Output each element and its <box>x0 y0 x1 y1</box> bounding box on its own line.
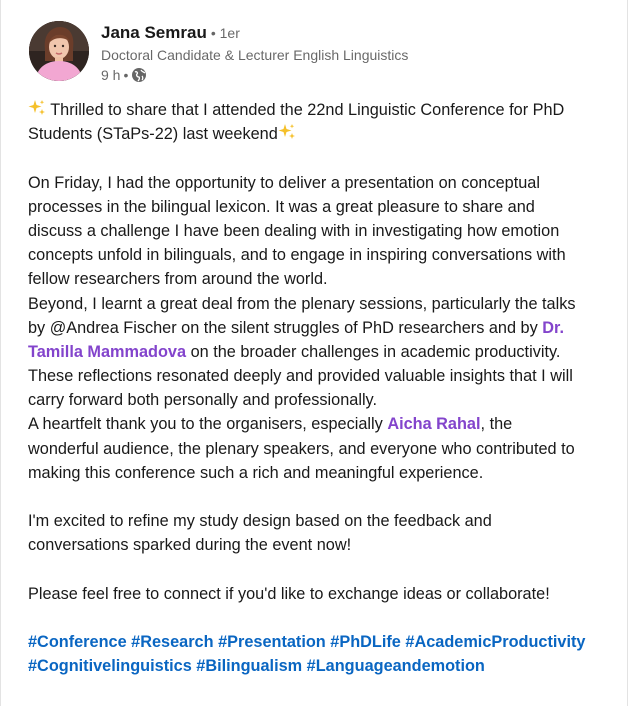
hashtag-bilingualism[interactable]: #Bilingualism <box>196 657 303 676</box>
body-line: concepts unfold in bilinguals, and to engage in inspiring conversations with <box>28 246 566 265</box>
body-text-segment: by @Andrea Fischer on the silent struggles of PhD researchers and by <box>28 318 543 337</box>
body-line: Beyond, I learnt a great deal from the plenary sessions, particularly the talks <box>28 294 576 313</box>
body-line: making this conference such a rich and meaningful experience. <box>28 463 484 482</box>
body-line: These reflections resonated deeply and provided valuable insights that I will <box>28 367 573 386</box>
globe-icon <box>131 67 147 83</box>
hashtag-conference[interactable]: #Conference <box>28 633 127 652</box>
intro-line-2 <box>28 122 623 146</box>
hashtag-research[interactable]: #Research <box>131 633 214 652</box>
paragraph-gap <box>28 146 623 170</box>
hashtag-phdlife[interactable]: #PhDLife <box>330 633 401 652</box>
body-text-segment: A heartfelt thank you to the organisers, especially <box>28 415 388 434</box>
body-line: discuss a challenge I have been dealing with in investigating how emotion <box>28 221 560 240</box>
time-separator: • <box>123 67 129 83</box>
author-meta <box>101 23 408 84</box>
hashtag-cognitivelinguistics[interactable]: #Cognitivelinguistics <box>28 657 192 676</box>
hashtag-line-2 <box>28 654 623 678</box>
avatar-photo <box>29 21 89 81</box>
intro-text-a: Thrilled to share that I attended the 22nd Linguistic Conference for PhD <box>50 101 565 119</box>
hashtag-line-1 <box>28 630 623 654</box>
post-time: 9 h <box>101 67 121 83</box>
post-body <box>28 98 623 679</box>
body-line: fellow researchers from around the world. <box>28 270 328 289</box>
body-line: processes in the bilingual lexicon. It was a great pleasure to share and <box>28 197 535 216</box>
body-text-segment: on the broader challenges in academic productivity. <box>186 342 561 361</box>
mention-tamilla-mammadova-part2[interactable]: Tamilla Mammadova <box>28 342 187 361</box>
body-line <box>28 316 623 340</box>
author-avatar[interactable] <box>29 21 89 81</box>
hashtag-presentation[interactable]: #Presentation <box>218 633 326 652</box>
body-line: Please feel free to connect if you'd like to exchange ideas or collaborate! <box>28 584 550 603</box>
mention-aicha-rahal[interactable]: Aicha Rahal <box>387 415 481 434</box>
post-header <box>29 21 408 84</box>
body-line: wonderful audience, the plenary speakers, and everyone who contributed to <box>28 439 575 458</box>
author-headline: Doctoral Candidate & Lecturer English Linguistics <box>101 47 409 63</box>
body-line <box>28 340 623 364</box>
post-time-row <box>101 66 408 84</box>
body-line <box>28 412 623 436</box>
sparkles-icon <box>278 123 296 141</box>
intro-text-b: Students (STaPs-22) last weekend <box>28 125 278 144</box>
sparkles-icon <box>28 99 46 117</box>
paragraph-gap <box>28 558 623 582</box>
paragraph-gap <box>28 606 623 630</box>
body-text-segment: , the <box>480 415 513 434</box>
author-name-row <box>101 23 408 43</box>
body-line: On Friday, I had the opportunity to deliver a presentation on conceptual <box>28 173 540 192</box>
author-name[interactable]: Jana Semrau <box>101 23 207 42</box>
body-line: carry forward both personally and professionally. <box>28 391 378 410</box>
hashtag-languageandemotion[interactable]: #Languageandemotion <box>306 657 485 676</box>
connection-degree: • 1er <box>210 25 240 41</box>
paragraph-gap <box>28 485 623 509</box>
body-line: conversations sparked during the event now! <box>28 536 352 555</box>
mention-tamilla-mammadova-part1[interactable]: Dr. <box>542 318 564 337</box>
intro-line-1 <box>28 98 623 122</box>
body-line: I'm excited to refine my study design based on the feedback and <box>28 512 492 531</box>
hashtag-academicproductivity[interactable]: #AcademicProductivity <box>405 633 586 652</box>
